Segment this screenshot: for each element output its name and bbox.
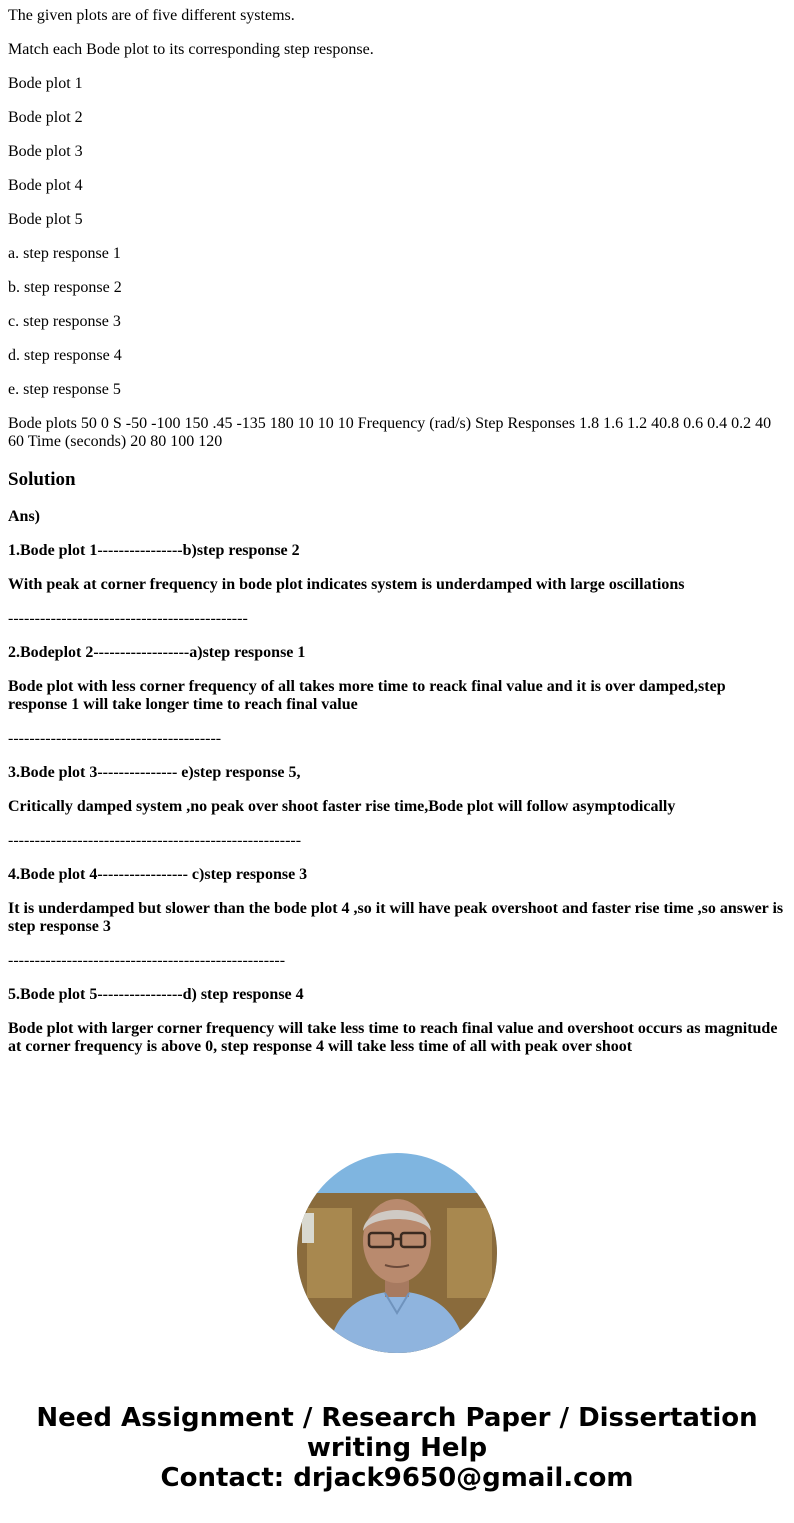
question-line: d. step response 4 [8, 347, 122, 364]
solution-line: 4.Bode plot 4----------------- c)step response 3 [8, 866, 308, 883]
solution-line: 1.Bode plot 1----------------b)step response 2 [8, 542, 300, 559]
solution-line: Ans) [8, 508, 41, 525]
question-line: Bode plot 4 [8, 177, 83, 194]
solution-line: Bode plot with less corner frequency of all takes more time to reack final value and it is over damped,step response 1 will take longer time to reach final value [8, 678, 726, 713]
question-line: a. step response 1 [8, 245, 121, 262]
solution-line: With peak at corner frequency in bode plot indicates system is underdamped with large oscillations [8, 576, 685, 593]
question-line: The given plots are of five different systems. [8, 7, 295, 24]
avatar-switch-plate [302, 1213, 314, 1243]
document-content [8, 0, 786, 1072]
question-line: Bode plot 5 [8, 211, 83, 228]
author-avatar [297, 1153, 497, 1353]
footer-line-2: writing Help [306, 1433, 488, 1463]
question-line: Match each Bode plot to its corresponding step response. [8, 41, 374, 58]
solution-line: 2.Bodeplot 2------------------a)step response 1 [8, 644, 306, 661]
solution-line: It is underdamped but slower than the bode plot 4 ,so it will have peak overshoot and faster rise time ,so answer is step response 3 [8, 900, 784, 935]
solution-heading: Solution [8, 469, 76, 490]
contact-footer [0, 1403, 794, 1493]
avatar-wall-panel [447, 1208, 492, 1298]
avatar-portrait [297, 1153, 497, 1353]
footer-line-3: Contact: drjack9650@gmail.com [160, 1463, 634, 1493]
footer-line-1: Need Assignment / Research Paper / Dissertation [36, 1403, 758, 1433]
question-line: b. step response 2 [8, 279, 122, 296]
separator-line: ---------------------------------------------------- [8, 952, 286, 969]
solution-line: Critically damped system ,no peak over shoot faster rise time,Bode plot will follow asymptodically [8, 798, 676, 815]
question-line: c. step response 3 [8, 313, 121, 330]
question-line: Bode plot 2 [8, 109, 83, 126]
question-line: Bode plot 1 [8, 75, 83, 92]
separator-line: ---------------------------------------- [8, 730, 222, 747]
solution-line: 5.Bode plot 5----------------d) step response 4 [8, 986, 304, 1003]
solution-line: Bode plot with larger corner frequency will take less time to reach final value and overshoot occurs as magnitude at corner frequency is above 0, step response 4 will take less time of all with peak over shoot [8, 1020, 778, 1055]
question-line: Bode plot 3 [8, 143, 83, 160]
separator-line: --------------------------------------------- [8, 610, 248, 627]
separator-line: ------------------------------------------------------- [8, 832, 302, 849]
question-figure-text: Bode plots 50 0 S -50 -100 150 .45 -135 180 10 10 10 Frequency (rad/s) Step Responses 1.8 1.6 1.2 40.8 0.6 0.4 0.2 40 60 Time (seconds) 20 80 100 120 [8, 415, 772, 450]
question-line: e. step response 5 [8, 381, 121, 398]
solution-line: 3.Bode plot 3--------------- e)step response 5, [8, 764, 301, 781]
